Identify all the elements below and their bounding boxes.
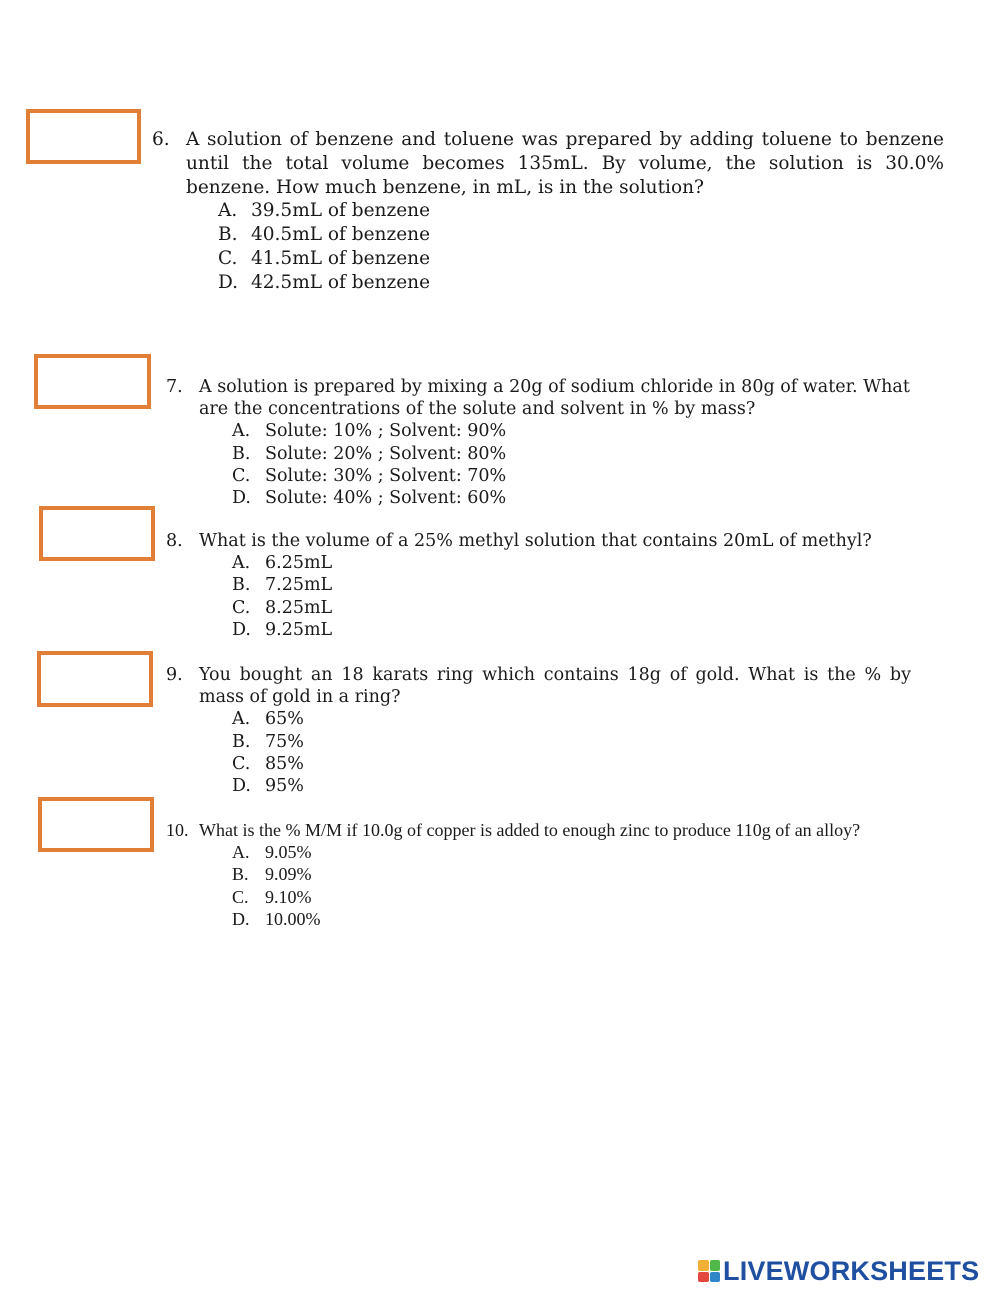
- option-text: Solute: 30% ; Solvent: 70%: [265, 465, 507, 486]
- question-text: What is the volume of a 25% methyl solution that contains 20mL of methyl?: [199, 531, 872, 551]
- option-letter: D.: [218, 271, 239, 293]
- option-b: [218, 223, 944, 247]
- options-list: [166, 841, 911, 930]
- option-text: 41.5mL of benzene: [251, 247, 431, 269]
- option-text: 75%: [265, 731, 304, 752]
- logo-mark-icon: [698, 1260, 720, 1282]
- question-number: 10.: [166, 820, 189, 840]
- question-stem: [152, 128, 944, 199]
- liveworksheets-logo: [698, 1256, 979, 1286]
- question-text: A solution is prepared by mixing a 20g of sodium chloride in 80g of water. What are the concentrations of the solute and solvent in % by mass?: [199, 377, 910, 420]
- option-letter: A.: [232, 709, 251, 730]
- options-list: [166, 420, 911, 509]
- answer-box-q7[interactable]: [34, 354, 151, 409]
- option-d: [232, 487, 911, 509]
- option-a: [232, 552, 911, 574]
- logo-tile: [698, 1272, 709, 1283]
- answer-box-q9[interactable]: [37, 651, 153, 707]
- option-text: Solute: 40% ; Solvent: 60%: [265, 488, 507, 509]
- option-b: [232, 731, 911, 753]
- option-d: [232, 908, 911, 930]
- option-text: 65%: [265, 709, 304, 730]
- option-text: 6.25mL: [265, 553, 333, 574]
- option-a: [232, 708, 911, 730]
- option-c: [232, 886, 911, 908]
- logo-tile: [710, 1272, 721, 1283]
- options-list: [166, 708, 911, 797]
- option-a: [232, 841, 911, 863]
- logo-tile: [710, 1260, 721, 1271]
- answer-box-q6[interactable]: [26, 109, 141, 164]
- option-letter: A.: [232, 553, 251, 574]
- option-letter: D.: [232, 776, 251, 797]
- question-10: [166, 819, 911, 930]
- logo-tile: [698, 1260, 709, 1271]
- option-c: [232, 465, 911, 487]
- option-letter: C.: [232, 753, 251, 774]
- question-stem: [166, 376, 911, 420]
- option-text: 9.10%: [265, 886, 312, 907]
- question-number: 7.: [166, 377, 183, 397]
- question-text: What is the % M/M if 10.0g of copper is added to enough zinc to produce 110g of an alloy?: [199, 820, 861, 840]
- option-letter: D.: [232, 488, 251, 509]
- option-text: 7.25mL: [265, 575, 333, 596]
- option-text: 85%: [265, 753, 304, 774]
- option-c: [232, 597, 911, 619]
- answer-box-q8[interactable]: [39, 506, 155, 561]
- option-letter: A.: [218, 200, 238, 222]
- option-b: [232, 574, 911, 596]
- question-text: You bought an 18 karats ring which contains 18g of gold. What is the % by mass of gold in a ring?: [199, 665, 911, 708]
- question-stem: [166, 664, 911, 708]
- option-letter: C.: [232, 597, 251, 618]
- answer-box-q10[interactable]: [38, 797, 154, 852]
- question-number: 8.: [166, 531, 183, 551]
- option-letter: C.: [232, 465, 251, 486]
- option-text: 42.5mL of benzene: [251, 271, 431, 293]
- question-stem: [166, 819, 911, 841]
- option-text: 9.09%: [265, 864, 312, 885]
- question-text: A solution of benzene and toluene was prepared by adding toluene to benzene until the total volume becomes 135mL. By volume, the solution is 30.0% benzene. How much benzene, in mL, is in the solution?: [186, 129, 944, 198]
- option-text: 8.25mL: [265, 597, 333, 618]
- option-b: [232, 863, 911, 885]
- option-letter: D.: [232, 619, 251, 640]
- option-text: Solute: 20% ; Solvent: 80%: [265, 443, 507, 464]
- option-d: [218, 271, 944, 295]
- option-letter: A.: [232, 842, 250, 863]
- options-list: [166, 552, 911, 641]
- question-9: [166, 664, 911, 797]
- option-text: 9.25mL: [265, 619, 333, 640]
- option-text: Solute: 10% ; Solvent: 90%: [265, 421, 507, 442]
- option-letter: B.: [232, 731, 251, 752]
- option-letter: B.: [218, 224, 238, 246]
- option-d: [232, 619, 911, 641]
- option-text: 39.5mL of benzene: [251, 200, 431, 222]
- question-number: 9.: [166, 665, 183, 685]
- options-list: [152, 199, 944, 294]
- option-c: [218, 247, 944, 271]
- question-6: [152, 128, 944, 295]
- option-letter: A.: [232, 421, 251, 442]
- option-letter: B.: [232, 864, 249, 885]
- option-a: [232, 420, 911, 442]
- option-d: [232, 775, 911, 797]
- logo-text: LIVEWORKSHEETS: [723, 1255, 980, 1286]
- option-letter: B.: [232, 575, 251, 596]
- question-7: [166, 376, 911, 509]
- option-text: 10.00%: [265, 908, 321, 929]
- question-8: [166, 530, 911, 641]
- option-letter: C.: [232, 886, 249, 907]
- question-number: 6.: [152, 129, 170, 150]
- question-stem: [166, 530, 911, 552]
- option-b: [232, 443, 911, 465]
- option-letter: C.: [218, 247, 238, 269]
- option-text: 95%: [265, 776, 304, 797]
- option-text: 9.05%: [265, 842, 312, 863]
- option-text: 40.5mL of benzene: [251, 224, 431, 246]
- option-letter: D.: [232, 908, 250, 929]
- option-letter: B.: [232, 443, 251, 464]
- option-c: [232, 753, 911, 775]
- option-a: [218, 199, 944, 223]
